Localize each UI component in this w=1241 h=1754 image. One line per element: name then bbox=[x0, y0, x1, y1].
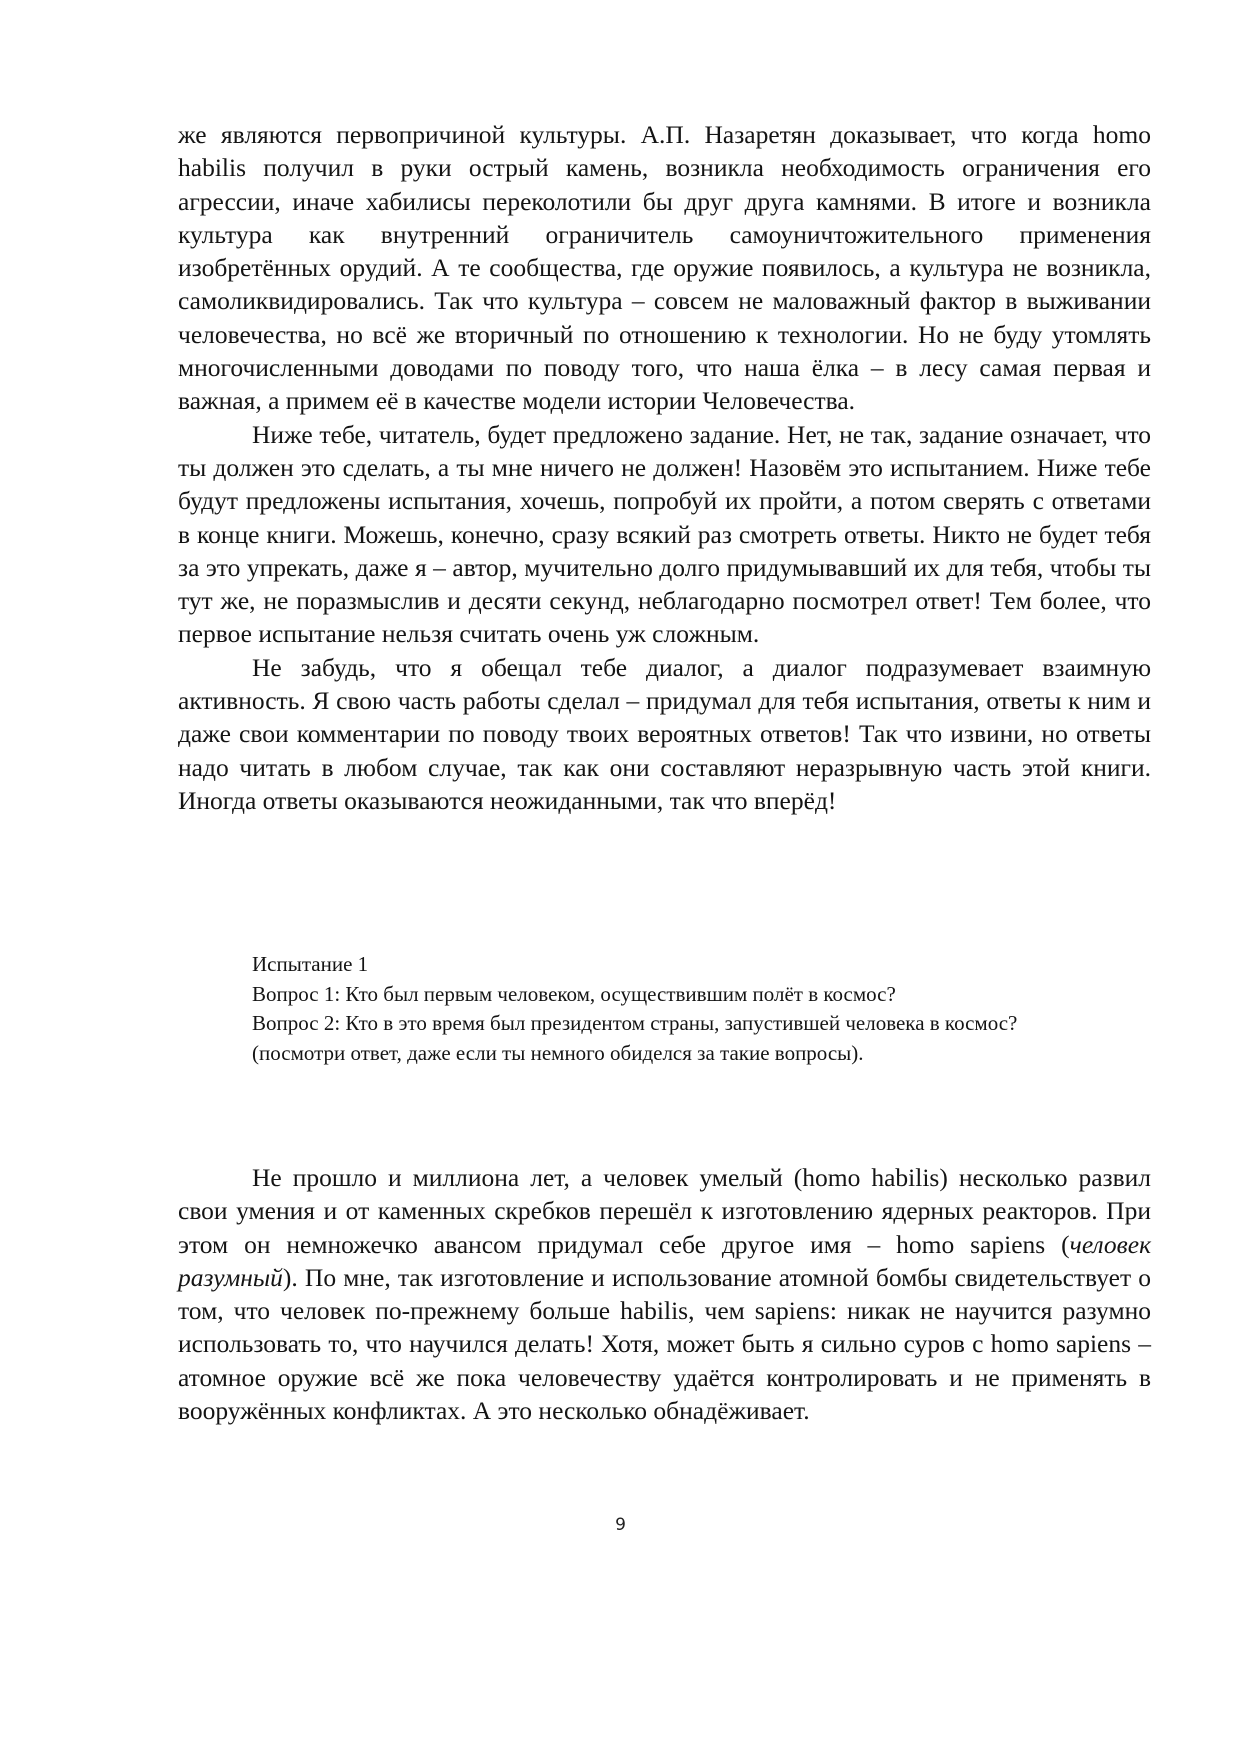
paragraph-4-start: Не прошло и миллиона лет, а человек умелый (homo habilis) несколько развил свои умения и от каменных скребков перешёл к изготовлению ядерных реакторов. При этом он немножечко авансом придумал себе другое имя – homo sapiens ( bbox=[178, 1163, 1151, 1259]
paragraph-4-italic: человек разумный bbox=[178, 1229, 1151, 1292]
final-text-block bbox=[178, 1161, 1151, 1427]
paragraph-4 bbox=[178, 1161, 1151, 1427]
task-note: (посмотри ответ, даже если ты немного обиделся за такие вопросы). bbox=[252, 1040, 864, 1065]
main-text-block bbox=[178, 118, 1151, 817]
paragraph-3: Не забудь, что я обещал тебе диалог, а диалог подразумевает взаимную активность. Я свою часть работы сделал – придумал для тебя испытания, ответы к ним и даже свои комментарии по поводу твоих вероятных ответов! Так что извини, но ответы надо читать в любом случае, так как они составляют неразрывную часть этой книги. Иногда ответы оказываются неожиданными, так что вперёд! bbox=[178, 652, 1151, 815]
task-title: Испытание 1 bbox=[252, 952, 369, 976]
paragraph-1: же являются первопричиной культуры. А.П. Назаретян доказывает, что когда homo habilis получил в руки острый камень, возникла необходимость ограничения его агрессии, иначе хабилисы переколотили бы друг друга камнями. В итоге и возникла культура как внутренний ограничитель самоуничтожительного применения изобретённых орудий. А те сообщества, где оружие появилось, а культура не возникла, самоликвидировались. Так что культура – совсем не маловажный фактор в выживании человечества, но всё же вторичный по отношению к технологии. Но не буду утомлять многочисленными доводами по поводу того, что наша ёлка – в лесу самая первая и важная, а примем её в качестве модели истории Человечества. bbox=[178, 120, 1151, 416]
paragraph-4-end: ). По мне, так изготовление и использование атомной бомбы свидетельствует о том, что человек по-прежнему больше habilis, чем sapiens: никак не научится разумно использовать то, что научился делать! Хотя, может быть я сильно суров с homo sapiens – атомное оружие всё же пока человечеству удаётся контролировать и не применять в вооружённых конфликтах. А это несколько обнадёживает. bbox=[178, 1262, 1151, 1426]
paragraph-2: Ниже тебе, читатель, будет предложено задание. Нет, не так, задание означает, что ты должен это сделать, а ты мне ничего не должен! Назовём это испытанием. Ниже тебе будут предложены испытания, хочешь, попробуй их пройти, а потом сверять с ответами в конце книги. Можешь, конечно, сразу всякий раз смотреть ответы. Никто не будет тебя за это упрекать, даже я – автор, мучительно долго придумывавший их для тебя, чтобы ты тут же, не поразмыслив и десяти секунд, неблагодарно посмотрел ответ! Тем более, что первое испытание нельзя считать очень уж сложным. bbox=[178, 419, 1151, 649]
task-question-1: Вопрос 1: Кто был первым человеком, осуществившим полёт в космос? bbox=[252, 981, 896, 1006]
task-question-2: Вопрос 2: Кто в это время был президентом страны, запустившей человека в космос? bbox=[252, 1011, 1018, 1035]
page-number: 9 bbox=[615, 1515, 626, 1535]
task-block bbox=[178, 950, 1151, 1068]
